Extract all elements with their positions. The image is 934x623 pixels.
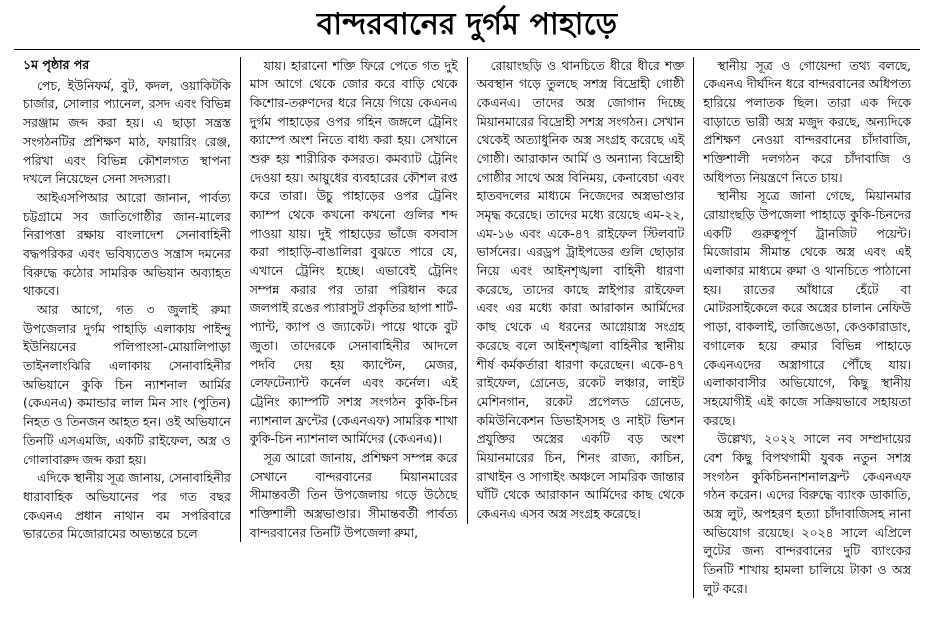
paragraph: পেচ, ইউনিফর্ম, বুট, কদল, ওয়াকিটকি চার্জার, সোলার প্যানেল, রসদ এবং বিভিন্ন সরঞ্জাম জব্দ করা হয়। এ ছাড়া সন্ত্রস্ত সংগঠনটির প্রশিক্ষণ মাঠ, ফায়ারিং রেঞ্জ, পরিখা এবং বিভিন্ন কৌশলগত স্থাপনা দখলে নিয়েছেন সেনা সদস্যরা। xyxy=(23,78,231,187)
column-4 xyxy=(693,57,920,599)
column-2 xyxy=(240,57,467,543)
continuation-kicker: ১ম পৃষ্ঠার পর xyxy=(23,56,90,72)
article-columns xyxy=(14,57,920,605)
paragraph: রোয়াংছড়ি ও থানচিতে ধীরে ধীরে শক্ত অবস্থান গড়ে তুলছে সশস্ত্র বিদ্রোহী গোষ্ঠী কেএনএ। তাদের অস্ত্র জোগান দিচ্ছে মিয়ানমারের বিদ্রোহী সশস্ত্র সংগঠন। সেখান থেকেই অত্যাধুনিক অস্ত্র সংগ্রহ করেছে এই গোষ্ঠী। আরাকান আর্মি ও অন্যান্য বিদ্রোহী গোষ্ঠীর সাথে অস্ত্র বিনিময়, কেনাবেচা এবং হাতবদলের মাধ্যমে নিজেদের অস্ত্রভাণ্ডার সমৃদ্ধ করেছে। তাদের মধ্যে রয়েছে এম-২২, এম-১৬ এবং একে-৪৭ রাইফেল স্টিলবাট ভার্সনের। এরড্রপ ট্রাইপডের গুলি ছোড়ার নিয়ে এবং আইনশৃঙ্খলা বাহিনী ধারণা করেছে, তাদের কাছে স্নাইপার রাইফেল এবং এর মধ্যে কারা আরাকান আর্মিদের কাছ থেকে এ ধরনের আগ্নেয়াস্ত্র সংগ্রহ করেছে বলে আইনশৃঙ্খলা বাহিনীর স্থানীয় শীর্ষ কর্মকর্তারা ধারণা করেছেন। একে-৪৭ রাইফেল, গ্রেনেড, রকেট লঞ্চার, লাইট মেশিনগান, রকেট প্রপেলড গ্রেনেড, কমিউনিকেশন ডিভাইসসহ ও নাইট ভিশন প্রযুক্তির অস্ত্রের একটি বড় অংশ মিয়ানমারের চিন, শিনং রাজ্য, কাচিন, রাখাইন ও সাগাইং অঞ্চলে সামরিক জান্তার ঘাঁটি থেকে আরাকান আর্মিদের কাছ থেকে কেএনএ এসব অস্ত্র সংগ্রহ করেছে। xyxy=(476,58,685,521)
title-divider xyxy=(14,49,920,50)
paragraph: এদিকে স্থানীয় সূত্র জানায়, সেনাবাহিনীর ধারাবাহিক অভিযানের পর গত বছর কেএনএ প্রধান নাথান বম সপরিবারে ভারতের মিজোরামের অভ্যন্তরে চলে xyxy=(23,471,231,542)
column-1 xyxy=(14,57,240,544)
paragraph: স্থানীয় সূত্রে জানা গেছে, মিয়ানমার রোয়াংছড়ি উপজেলা পাহাড়ে কুকি-চিনদের একটি গুরুত্বপূর্ণ ট্রানজিট পয়েন্ট। মিজোরাম সীমান্ত থেকে অস্ত্র এবং এই এলাকার মাধ্যমে রুমা ও থানচিতে পাঠানো হয়। রাতের আঁধারে হেঁটে বা মোটরসাইকেলে করে অস্ত্রের চালান নেফিউ পাড়া, বাকলাই, তাজিঙেডা, কেওকারাডাং, বগালেক হয়ে রুমার বিভিন্ন পাহাড়ে কেএনএদের অস্ত্রাগারে পৌঁছে যায়। এলাকাবাসীর অভিযোগে, কিছু স্থানীয় সহযোগীই এই কাজে সক্রিয়ভাবে সহায়তা করছে। xyxy=(703,189,911,428)
column-3 xyxy=(467,57,694,524)
page-title: বান্দরবানের দুর্গম পাহাড়ে xyxy=(316,7,618,42)
paragraph: আইএসপিআর আরো জানান, পার্বত্য চট্টগ্রামে সব জাতিগোষ্ঠীর জান-মালের নিরাপত্তা রক্ষায় বাংলাদেশ সেনাবাহিনী বদ্ধপরিকর এবং ভবিষ্যতেও সন্ত্রাস দমনের বিরুদ্ধে কঠোর সামরিক অভিযান অব্যাহত থাকবে। xyxy=(23,190,231,299)
paragraph: যায়। হারানো শক্তি ফিরে পেতে গত দুই মাস আগে থেকে জোর করে বাড়ি থেকে কিশোর-তরুণদের ধরে নিয়ে গিয়ে কেএনএ দুর্গম পাহাড়ের ওপর গহিন জঙ্গলে ট্রেনিং ক্যাম্পে অংশ নিতে বাধ্য করা হয়। সেখানে শুরু হয় শারীরিক কসরত। কমব্যাট ট্রেনিং দেওয়া হয়। আয়ুধের ব্যবহারের কৌশল রপ্ত করে তারা। উচু পাহাড়ের ওপর ট্রেনিং ক্যাম্প থেকে কখনো কখনো গুলির শব্দ পাওয়া যায়। দুই পাহাড়ের ভাঁজে বসবাস করা পাহাড়ি-বাঙালিরা বুঝতে পারে যে, এখানে ট্রেনিং হচ্ছে। এভাবেই ট্রেনিং সম্পন্ন করার পর তারা পরিধান করে জলপাই রঙের প্যারাসুট প্রকৃতির ছাপা শার্ট-প্যান্ট, ক্যাপ ও জ্যাকেট। পায়ে থাকে বুট জুতা। তাদেরকে সেনাবাহিনীর আদলে পদবি দেয় হয় ক্যাপ্টেন, মেজর, লেফটেন্যান্ট কর্নেল এবং কর্নেল। এই ট্রেনিং ক্যাম্পটি সশস্ত্র সংগঠন কুকি-চিন ন্যাশনাল ফ্রন্টের (কেএনএফ) সামরিক শাখা কুকি-চিন ন্যাশনাল আর্মিদের (কেএনএ)। xyxy=(249,58,458,447)
paragraph: সূত্র আরো জানায়, প্রশিক্ষণ সম্পন্ন করে সেখানে বান্দরবানের মিয়ানমারের সীমান্তবর্তী তিন উপজেলায় গড়ে উঠেছে শক্তিশালী অস্ত্রভাণ্ডার। সীমান্তবর্তী পার্বত্য বান্দরবানের তিনটি উপজেলা রুমা, xyxy=(249,450,458,540)
paragraph: আর আগে, গত ৩ জুলাই রুমা উপজেলার দুর্গম পাহাড়ি এলাকায় পাইন্দু ইউনিয়নের পলিপাংসা-মোয়ালিপাড়া তাইনলাংঝিরি এলাকায় সেনাবাহিনীর অভিযানে কুকি চিন ন্যাশনাল আর্মির (কেএনএ) কমান্ডার লাল মিন সাং (পুতিন) নিহত ও তিনজন আহত হন। ওই অভিযানে তিনটি এসএমজি, একটি রাইফেল, অস্ত্র ও গোলাবারুদ জব্দ করা হয়। xyxy=(23,303,231,467)
paragraph: স্থানীয় সূত্র ও গোয়েন্দা তথ্য বলছে, কেএনএ দীর্ঘদিন ধরে বান্দরবানের অধিপত্য হারিয়ে পলাতক ছিল। তারা এক দিকে বাড়াতে ভারী অস্ত্র মজুদ করছে, অন্যদিকে প্রশিক্ষণ নেওয়া বান্দরবানের চাঁদাবাজি, শক্তিশালী দলগঠন করে চাঁদাবাজি ও অধিপত্য নিয়ন্ত্রণে নিতে চায়। xyxy=(703,58,911,185)
paragraph: উল্লেখ্য, ২০২২ সালে নব সম্প্রদায়ের বেশ কিছু বিপথগামী যুবক নতুন সশস্ত্র সংগঠন কুকিচিননাশনালফ্রন্ট কেএনএফ গঠন করেন। এদের বিরুদ্ধে ব্যাংক ডাকাতি, অস্ত্র লুট, অপহরণ হত্যা চাঁদাবাজিসহ নানা অভিযোগ রয়েছে। ২০২৪ সালে এপ্রিলে লুটের জন্য বান্দরবানের দুটি ব্যাংকের তিনটি শাখায় হামলা চালিয়ে টাকা ও অস্ত্র লুট করে। xyxy=(703,432,911,596)
